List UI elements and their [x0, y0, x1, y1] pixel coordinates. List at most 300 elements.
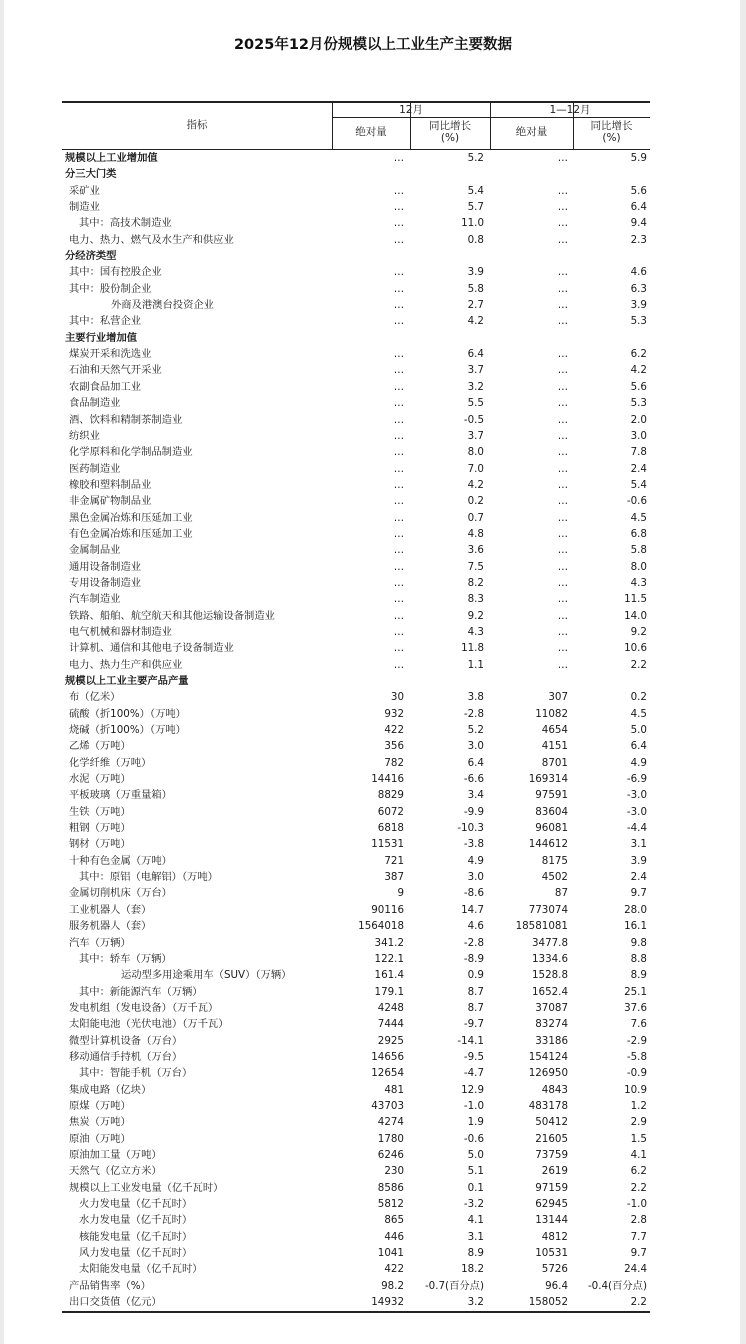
month-absolute-cell: 422: [384, 724, 404, 737]
month-growth-cell: -9.7: [463, 1018, 484, 1031]
row-label: 其中：轿车（万辆）: [79, 952, 172, 965]
row-label: 十种有色金属（万吨）: [69, 854, 172, 867]
table-row: [62, 951, 650, 967]
ytd-growth-cell: 6.2: [630, 1165, 647, 1178]
month-growth-cell: 3.2: [467, 380, 484, 393]
month-absolute-cell: …: [393, 625, 404, 638]
month-growth-cell: 5.4: [467, 184, 484, 197]
table-row: [62, 984, 650, 1000]
ytd-growth-cell: 0.2: [630, 691, 647, 704]
table-row: [62, 477, 650, 493]
row-label: 布（亿米）: [69, 691, 121, 704]
month-absolute-cell: 422: [384, 1263, 404, 1276]
ytd-growth-cell: 4.3: [630, 576, 647, 589]
month-growth-cell: -0.6: [463, 1132, 484, 1145]
month-growth-cell: 8.0: [467, 446, 484, 459]
month-absolute-cell: 481: [384, 1083, 404, 1096]
table-row: [62, 1278, 650, 1294]
table-row: [62, 755, 650, 771]
header-period-month: 12月: [399, 104, 423, 116]
table-row: [62, 689, 650, 705]
ytd-growth-cell: 9.7: [630, 887, 647, 900]
month-absolute-cell: 4248: [377, 1001, 404, 1014]
month-absolute-cell: 43703: [371, 1099, 404, 1112]
month-growth-cell: 3.8: [467, 691, 484, 704]
month-growth-cell: 8.7: [467, 985, 484, 998]
month-growth-cell: 4.3: [467, 625, 484, 638]
month-growth-cell: -6.6: [463, 773, 484, 786]
ytd-growth-cell: 2.3: [630, 233, 647, 246]
ytd-growth-cell: 7.7: [630, 1230, 647, 1243]
table-row: [62, 264, 650, 280]
month-absolute-cell: …: [393, 527, 404, 540]
row-label: 天然气（亿立方米）: [69, 1165, 162, 1178]
month-absolute-cell: 14932: [371, 1296, 404, 1309]
table-top-rule: [62, 101, 650, 103]
header-growth-label: 同比增长: [590, 120, 633, 132]
ytd-growth-cell: 3.9: [630, 299, 647, 312]
table-row: [62, 902, 650, 918]
ytd-absolute-cell: 773074: [528, 903, 568, 916]
row-label: 硫酸（折100%）（万吨）: [69, 707, 186, 720]
month-absolute-cell: 1780: [377, 1132, 404, 1145]
table-row: [62, 1261, 650, 1277]
month-growth-cell: 1.1: [467, 658, 484, 671]
row-label: 其中：原铝（电解铝）（万吨）: [79, 871, 219, 884]
month-growth-cell: 0.9: [467, 969, 484, 982]
row-label: 其中：私营企业: [69, 315, 142, 328]
ytd-growth-cell: 4.5: [630, 707, 647, 720]
table-row: [62, 820, 650, 836]
ytd-absolute-cell: …: [557, 266, 568, 279]
row-label: 专用设备制造业: [69, 576, 142, 589]
month-absolute-cell: 8829: [377, 789, 404, 802]
month-absolute-cell: 8586: [377, 1181, 404, 1194]
header-period-ytd: 1—12月: [549, 104, 591, 116]
ytd-growth-cell: 25.1: [624, 985, 647, 998]
month-absolute-cell: …: [393, 184, 404, 197]
row-label: 黑色金属冶炼和压延加工业: [69, 511, 193, 524]
ytd-absolute-cell: 83604: [535, 805, 568, 818]
row-label: 其中：智能手机（万台）: [79, 1067, 193, 1080]
table-row: [62, 967, 650, 983]
month-absolute-cell: …: [393, 364, 404, 377]
month-growth-cell: 3.2: [467, 1296, 484, 1309]
ytd-absolute-cell: …: [557, 364, 568, 377]
table-row: [62, 1196, 650, 1212]
table-row: [62, 379, 650, 395]
ytd-absolute-cell: 307: [548, 691, 568, 704]
month-growth-cell: 4.9: [467, 854, 484, 867]
ytd-absolute-cell: 10531: [535, 1247, 568, 1260]
ytd-growth-cell: 2.2: [630, 658, 647, 671]
ytd-growth-cell: 2.9: [630, 1116, 647, 1129]
ytd-absolute-cell: 126950: [528, 1067, 568, 1080]
table-row: [62, 1000, 650, 1016]
month-growth-cell: 6.4: [467, 348, 484, 361]
ytd-absolute-cell: 37087: [535, 1001, 568, 1014]
ytd-growth-cell: -0.4(百分点): [587, 1279, 647, 1292]
ytd-growth-cell: 5.3: [630, 315, 647, 328]
month-growth-cell: -1.0: [463, 1099, 484, 1112]
row-label: 纺织业: [69, 429, 100, 442]
ytd-growth-cell: 5.6: [630, 184, 647, 197]
month-absolute-cell: 161.4: [374, 969, 404, 982]
header-growth-unit: (%): [602, 132, 621, 144]
row-label: 电力、热力、燃气及水生产和供应业: [69, 233, 234, 246]
table-bottom-rule: [62, 1311, 650, 1313]
row-label: 汽车（万辆）: [69, 936, 131, 949]
row-label: 太阳能发电量（亿千瓦时）: [79, 1263, 203, 1276]
month-growth-cell: -9.5: [463, 1050, 484, 1063]
ytd-growth-cell: 1.5: [630, 1132, 647, 1145]
month-absolute-cell: 865: [384, 1214, 404, 1227]
month-growth-cell: 3.0: [467, 871, 484, 884]
table-row: [62, 1033, 650, 1049]
table-row: [62, 346, 650, 362]
ytd-absolute-cell: 18581081: [515, 920, 568, 933]
ytd-absolute-cell: 21605: [535, 1132, 568, 1145]
ytd-absolute-cell: …: [557, 184, 568, 197]
month-absolute-cell: 446: [384, 1230, 404, 1243]
month-growth-cell: 4.2: [467, 315, 484, 328]
ytd-growth-cell: 6.4: [630, 201, 647, 214]
table-row: [62, 722, 650, 738]
ytd-growth-cell: 4.2: [630, 364, 647, 377]
ytd-growth-cell: 1.2: [630, 1099, 647, 1112]
ytd-absolute-cell: 144612: [528, 838, 568, 851]
ytd-growth-cell: -4.4: [626, 822, 647, 835]
ytd-absolute-cell: …: [557, 429, 568, 442]
month-absolute-cell: 98.2: [381, 1279, 404, 1292]
row-label: 医药制造业: [69, 462, 121, 475]
row-label: 石油和天然气开采业: [69, 364, 162, 377]
ytd-absolute-cell: 73759: [535, 1148, 568, 1161]
month-absolute-cell: …: [393, 397, 404, 410]
month-absolute-cell: 2925: [377, 1034, 404, 1047]
row-label: 规模以上工业发电量（亿千瓦时）: [69, 1181, 224, 1194]
month-absolute-cell: 6246: [377, 1148, 404, 1161]
ytd-absolute-cell: …: [557, 495, 568, 508]
ytd-absolute-cell: 169314: [528, 773, 568, 786]
month-growth-cell: 3.7: [467, 429, 484, 442]
month-growth-cell: 9.2: [467, 609, 484, 622]
month-absolute-cell: 90116: [371, 903, 404, 916]
table-row: [62, 493, 650, 509]
ytd-absolute-cell: 8175: [541, 854, 568, 867]
month-absolute-cell: …: [393, 511, 404, 524]
month-growth-cell: -8.6: [463, 887, 484, 900]
row-label: 原油加工量（万吨）: [69, 1148, 162, 1161]
month-absolute-cell: …: [393, 446, 404, 459]
table-row: [62, 510, 650, 526]
ytd-absolute-cell: 97591: [535, 789, 568, 802]
row-label: 计算机、通信和其他电子设备制造业: [69, 642, 234, 655]
month-growth-cell: 8.3: [467, 593, 484, 606]
table-section-row: [62, 673, 650, 689]
table-row: [62, 787, 650, 803]
ytd-growth-cell: 8.0: [630, 560, 647, 573]
month-absolute-cell: …: [393, 429, 404, 442]
ytd-absolute-cell: …: [557, 478, 568, 491]
row-label: 规模以上工业主要产品产量: [65, 675, 189, 687]
ytd-growth-cell: -0.9: [626, 1067, 647, 1080]
month-absolute-cell: …: [393, 560, 404, 573]
row-label: 通用设备制造业: [69, 560, 142, 573]
table-body: [62, 150, 650, 1310]
ytd-absolute-cell: …: [557, 413, 568, 426]
month-absolute-cell: 230: [384, 1165, 404, 1178]
month-absolute-cell: …: [393, 462, 404, 475]
ytd-growth-cell: 10.6: [624, 642, 647, 655]
month-absolute-cell: 1564018: [358, 920, 404, 933]
table-row: [62, 1245, 650, 1261]
ytd-absolute-cell: …: [557, 152, 568, 164]
month-growth-cell: 5.2: [467, 724, 484, 737]
row-label: 生铁（万吨）: [69, 805, 131, 818]
row-label: 原煤（万吨）: [69, 1099, 131, 1112]
ytd-absolute-cell: …: [557, 560, 568, 573]
ytd-absolute-cell: 158052: [528, 1296, 568, 1309]
header-growth-unit: (%): [440, 132, 460, 144]
month-growth-cell: 7.5: [467, 560, 484, 573]
ytd-absolute-cell: …: [557, 397, 568, 410]
ytd-absolute-cell: …: [557, 642, 568, 655]
month-absolute-cell: …: [393, 299, 404, 312]
ytd-absolute-cell: …: [557, 576, 568, 589]
month-growth-cell: 3.7: [467, 364, 484, 377]
month-absolute-cell: …: [393, 593, 404, 606]
table-row: [62, 1163, 650, 1179]
table-row: [62, 935, 650, 951]
table-row: [62, 1212, 650, 1228]
row-label: 主要行业增加值: [65, 331, 138, 344]
table-row: [62, 542, 650, 558]
table-row: [62, 313, 650, 329]
row-label: 粗钢（万吨）: [69, 822, 131, 835]
month-growth-cell: -10.3: [457, 822, 484, 835]
row-label: 其中：国有控股企业: [69, 266, 162, 279]
month-growth-cell: -14.1: [457, 1034, 484, 1047]
table-row: [62, 738, 650, 754]
row-label: 乙烯（万吨）: [69, 740, 131, 753]
row-label: 食品制造业: [69, 397, 121, 410]
month-growth-cell: 0.2: [467, 495, 484, 508]
month-growth-cell: 5.1: [467, 1165, 484, 1178]
month-growth-cell: 0.8: [467, 233, 484, 246]
month-growth-cell: -9.9: [463, 805, 484, 818]
ytd-growth-cell: -6.9: [626, 773, 647, 786]
ytd-growth-cell: -5.8: [626, 1050, 647, 1063]
header-ytd-absolute: 绝对量: [515, 126, 548, 138]
ytd-absolute-cell: …: [557, 201, 568, 214]
month-absolute-cell: 9: [397, 887, 404, 900]
month-growth-cell: 0.7: [467, 511, 484, 524]
row-label: 服务机器人（套）: [69, 920, 152, 933]
ytd-absolute-cell: 4812: [541, 1230, 568, 1243]
month-absolute-cell: …: [393, 266, 404, 279]
header-indicator: 指标: [186, 119, 208, 131]
row-label: 运动型多用途乘用车（SUV）（万辆）: [121, 969, 292, 982]
ytd-growth-cell: 7.8: [630, 446, 647, 459]
month-absolute-cell: 782: [384, 756, 404, 769]
row-label: 其中：高技术制造业: [79, 217, 172, 230]
month-growth-cell: -0.5: [463, 413, 484, 426]
month-absolute-cell: …: [393, 380, 404, 393]
page-title: 2025年12月份规模以上工业生产主要数据: [233, 37, 513, 53]
ytd-growth-cell: 11.5: [624, 593, 647, 606]
ytd-growth-cell: 4.9: [630, 756, 647, 769]
row-label: 金属制品业: [69, 544, 121, 557]
ytd-absolute-cell: 154124: [528, 1050, 568, 1063]
month-growth-cell: -8.9: [463, 952, 484, 965]
table-row: [62, 232, 650, 248]
table-row: [62, 591, 650, 607]
month-growth-cell: 3.4: [467, 789, 484, 802]
month-absolute-cell: …: [393, 495, 404, 508]
table-row: [62, 559, 650, 575]
table-row: [62, 1098, 650, 1114]
month-growth-cell: -4.7: [463, 1067, 484, 1080]
month-growth-cell: 0.1: [467, 1181, 484, 1194]
month-absolute-cell: …: [393, 217, 404, 230]
header-growth-label: 同比增长: [429, 120, 471, 132]
table-row: [62, 885, 650, 901]
table-section-row: [62, 330, 650, 346]
month-growth-cell: 5.2: [467, 152, 484, 164]
month-absolute-cell: 14416: [371, 773, 404, 786]
month-growth-cell: 5.7: [467, 201, 484, 214]
ytd-growth-cell: 9.7: [630, 1247, 647, 1260]
table-row: [62, 1147, 650, 1163]
ytd-absolute-cell: …: [557, 527, 568, 540]
ytd-absolute-cell: 5726: [541, 1263, 568, 1276]
month-absolute-cell: …: [393, 282, 404, 295]
ytd-growth-cell: 9.8: [630, 936, 647, 949]
ytd-absolute-cell: …: [557, 380, 568, 393]
ytd-absolute-cell: 83274: [535, 1018, 568, 1031]
ytd-growth-cell: 9.2: [630, 625, 647, 638]
table-row: [62, 1016, 650, 1032]
month-absolute-cell: …: [393, 413, 404, 426]
table-row: [62, 297, 650, 313]
ytd-growth-cell: -0.6: [626, 495, 647, 508]
row-label: 太阳能电池（光伏电池）（万千瓦）: [69, 1018, 229, 1031]
table-row: [62, 428, 650, 444]
table-section-row: [62, 248, 650, 264]
table-row: [62, 183, 650, 199]
ytd-absolute-cell: …: [557, 348, 568, 361]
ytd-absolute-cell: …: [557, 299, 568, 312]
month-absolute-cell: …: [393, 478, 404, 491]
row-label: 核能发电量（亿千瓦时）: [79, 1230, 193, 1243]
month-absolute-cell: …: [393, 576, 404, 589]
ytd-growth-cell: 4.6: [630, 266, 647, 279]
month-growth-cell: 4.1: [467, 1214, 484, 1227]
month-absolute-cell: …: [393, 544, 404, 557]
month-growth-cell: 4.8: [467, 527, 484, 540]
ytd-absolute-cell: …: [557, 446, 568, 459]
table-row: [62, 640, 650, 656]
ytd-growth-cell: 3.1: [630, 838, 647, 851]
month-growth-cell: 2.7: [467, 299, 484, 312]
ytd-growth-cell: -2.9: [626, 1034, 647, 1047]
month-growth-cell: 5.8: [467, 282, 484, 295]
ytd-absolute-cell: 87: [554, 887, 568, 900]
month-absolute-cell: 356: [384, 740, 404, 753]
header-month-growth: [410, 120, 490, 144]
ytd-growth-cell: 16.1: [624, 920, 647, 933]
ytd-absolute-cell: 1334.6: [531, 952, 568, 965]
table-row: [62, 1049, 650, 1065]
ytd-growth-cell: 4.5: [630, 511, 647, 524]
month-absolute-cell: 12654: [371, 1067, 404, 1080]
row-label: 采矿业: [69, 184, 100, 197]
ytd-growth-cell: 3.9: [630, 854, 647, 867]
ytd-absolute-cell: 483178: [528, 1099, 568, 1112]
ytd-growth-cell: 2.2: [630, 1181, 647, 1194]
month-absolute-cell: 6072: [377, 805, 404, 818]
ytd-growth-cell: -1.0: [626, 1198, 647, 1210]
ytd-growth-cell: 37.6: [624, 1001, 647, 1014]
row-label: 集成电路（亿块）: [69, 1083, 152, 1096]
ytd-absolute-cell: 97159: [535, 1181, 568, 1194]
month-absolute-cell: 30: [390, 691, 404, 704]
ytd-growth-cell: 9.4: [630, 217, 647, 230]
month-growth-cell: 8.7: [467, 1001, 484, 1014]
row-label: 煤炭开采和洗选业: [69, 348, 152, 361]
month-growth-cell: 1.9: [467, 1116, 484, 1129]
month-absolute-cell: 1041: [377, 1247, 404, 1260]
ytd-growth-cell: 8.8: [630, 952, 647, 965]
table-row: [62, 199, 650, 215]
row-label: 电气机械和器材制造业: [69, 625, 172, 638]
table-row: [62, 918, 650, 934]
ytd-absolute-cell: …: [557, 544, 568, 557]
table-row: [62, 608, 650, 624]
row-label: 化学原料和化学制品制造业: [69, 446, 193, 459]
ytd-absolute-cell: …: [557, 217, 568, 230]
month-absolute-cell: …: [393, 152, 404, 164]
ytd-absolute-cell: …: [557, 625, 568, 638]
row-label: 汽车制造业: [69, 593, 121, 606]
row-label: 水泥（万吨）: [69, 773, 131, 786]
viewer-frame-right: [740, 0, 746, 1344]
month-growth-cell: 4.2: [467, 478, 484, 491]
table-row: [62, 444, 650, 460]
table-row: [62, 706, 650, 722]
ytd-growth-cell: 28.0: [624, 903, 647, 916]
table-row: [62, 362, 650, 378]
table-row: [62, 1294, 650, 1310]
month-growth-cell: 3.0: [467, 740, 484, 753]
table-row: [62, 771, 650, 787]
ytd-growth-cell: 6.4: [630, 740, 647, 753]
ytd-growth-cell: 14.0: [624, 609, 647, 622]
ytd-absolute-cell: …: [557, 282, 568, 295]
table-section-row: [62, 150, 650, 166]
month-absolute-cell: …: [393, 642, 404, 655]
row-label: 其中：新能源汽车（万辆）: [79, 985, 203, 998]
row-label: 橡胶和塑料制品业: [69, 478, 152, 491]
row-label: 制造业: [69, 201, 100, 214]
ytd-growth-cell: 24.4: [624, 1263, 647, 1276]
table-row: [62, 624, 650, 640]
month-growth-cell: 5.5: [467, 397, 484, 410]
row-label: 有色金属冶炼和压延加工业: [69, 527, 193, 540]
ytd-absolute-cell: 4654: [541, 724, 568, 737]
row-label: 移动通信手持机（万台）: [69, 1050, 183, 1063]
